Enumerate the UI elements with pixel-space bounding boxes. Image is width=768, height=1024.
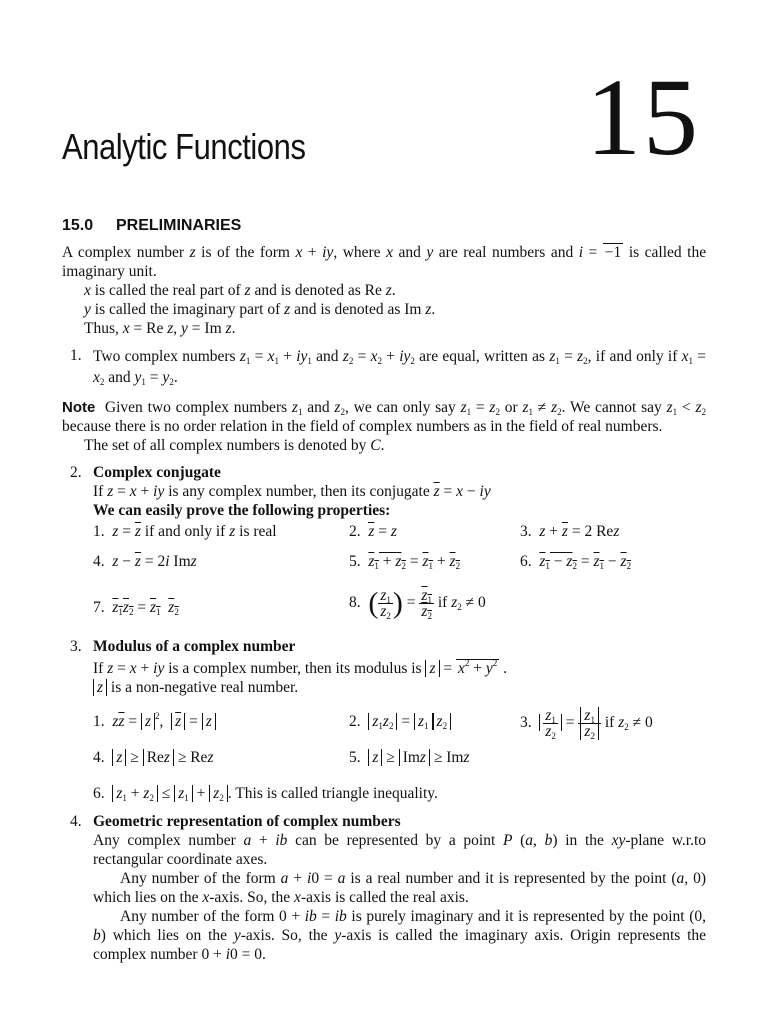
note-label: Note bbox=[62, 399, 96, 416]
conjugate-heading: Complex conjugate bbox=[93, 464, 221, 481]
thus-line: Thus, x = Re z, y = Im z. bbox=[84, 320, 236, 337]
intro-paragraph: A complex number z is of the form x + iy, where x and y are real numbers and i = −1 is called the imaginary unit. bbox=[62, 244, 707, 280]
imag-part-line: y is called the imaginary part of z and is denoted as Im z. bbox=[84, 301, 436, 318]
chapter-number: 15 bbox=[586, 56, 700, 178]
section-heading bbox=[62, 217, 241, 235]
item-geometric: 4. Geometric representation of complex numbers Any complex number a + ib can be represented by a point P (a, b) in the xy-plane w.r.to rectangular coordinate axes. Any number of the form a + i0 = a is a real number and it is represented by the point (a, 0) which lies on the x-axis. So, the x-axis is called the real axis. Any number of the form 0 + ib = ib is purely imaginary and it is represented by the point (0, b) which lies on the y-axis. So, the y-axis is called the imaginary axis. Origin represents the complex number 0 + i0 = 0. bbox=[70, 813, 707, 963]
geometric-heading: Geometric representation of complex numbers bbox=[93, 813, 401, 830]
preliminaries-text bbox=[62, 243, 706, 338]
easy-prove-line: We can easily prove the following properties: bbox=[93, 502, 391, 519]
real-part-line: x is called the real part of z and is denoted as Re z. bbox=[84, 282, 396, 299]
modulus-heading: Modulus of a complex number bbox=[93, 638, 296, 655]
conjugate-properties: 1. $z = \overline{z}$ if and only if z is real 2. $\overline{z} = z$ 3. $z + \overline{z} = 2$ Rez 4. $z - \overline{z} = 2i$ Imz 5. $z_1 + z_2 = z_1 + z_2$ 6. $z_1 - z_2 = z_1 - z_2$ 7. $z_1z_2 = z_1$ $z_2$ 8. ( $\frac{z_1}{z_2}$ ) = $\frac{z_1}{z_2}$ if $z_2 \ne 0$ bbox=[93, 523, 632, 621]
item-conjugate: 2. Complex conjugate If z = x + iy is any complex number, then its conjugate $\overline{z} = x$ − iy We can easily prove the following properties: bbox=[62, 463, 706, 520]
item-equality: 1. Two complex numbers $z_1 = x_1 + iy_1$ and $z_2 = x_2 + iy_2$ are equal, written as $z_1 = z_2$, if and only if $x_1 = x_2$ and $y_1 = y_2$. bbox=[70, 347, 707, 387]
modulus-properties: 1. $z\overline{z} = z$ $^2$, $\overline{z} = z$ 2. $z_1z_2 = z_1$ $z_2$ 3. $\frac{z_1}{z_2}$ = $\frac{z_1}{z_2}$ if $z_2 \ne 0$ 4. z ≥ Rez ≥ Rez 5. z ≥ Imz ≥ Imz 6. $z_1 + z_2 \le z_1 + z_2$ . This is called triangle inequality. bbox=[93, 707, 653, 803]
section-title: PRELIMINARIES bbox=[116, 217, 242, 234]
section-number: 15.0 bbox=[62, 217, 94, 234]
set-line: The set of all complex numbers is denoted by C. bbox=[84, 437, 385, 454]
note-block: Note Given two complex numbers $z_1$ and $z_2$, we can only say $z_1 = z_2$ or $z_1 \ne z_2$. We cannot say $z_1 < z_2$ because there is no order relation in the field of complex numbers as in the field of real numbers. The set of all complex numbers is denoted by C. bbox=[62, 399, 706, 454]
item-modulus: 3. Modulus of a complex number If z = x + iy is a complex number, then its modulus is $z = x^2 + y^2$ . z is a non-negative real number. bbox=[62, 637, 706, 697]
chapter-title: Analytic Functions bbox=[62, 126, 306, 167]
